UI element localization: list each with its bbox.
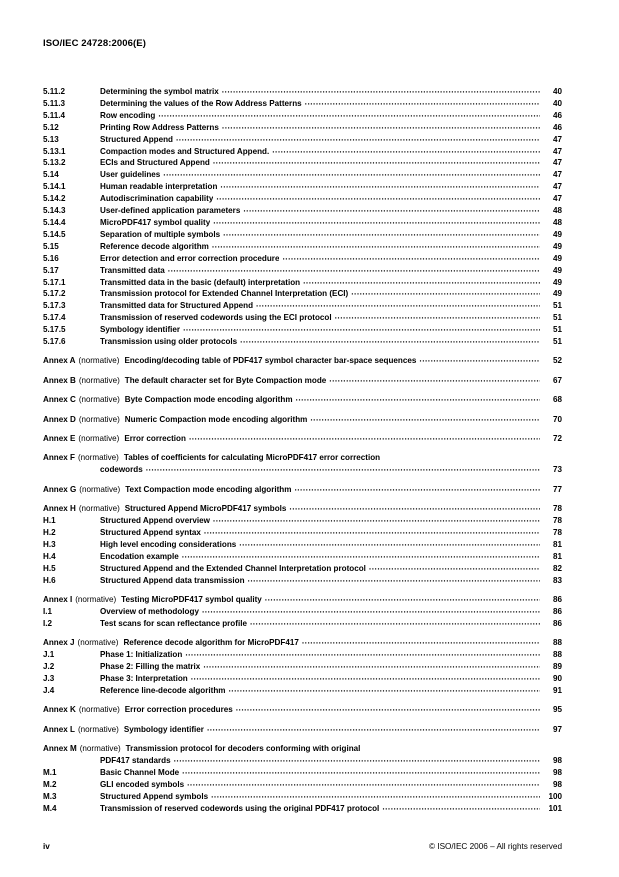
toc-leader-dots <box>250 616 540 628</box>
toc-entry-number: J.1 <box>43 650 55 660</box>
toc-entry-page: 77 <box>552 484 562 494</box>
toc-entry-number: H.5 <box>43 563 56 573</box>
toc-entry-number: H.4 <box>43 551 56 561</box>
toc-leader-dots <box>236 703 540 715</box>
toc-leader-dots <box>296 393 540 405</box>
toc-entry-number: 5.17 <box>43 265 59 275</box>
toc-entry-number: M.1 <box>43 767 57 777</box>
toc-entry-number: 5.14.2 <box>43 194 66 204</box>
toc-entry-title: GLI encoded symbols <box>100 779 185 789</box>
toc-entry-title: Basic Channel Mode <box>100 767 180 777</box>
toc-leader-dots <box>216 192 540 204</box>
toc-entry-title: Autodiscrimination capability <box>100 194 214 204</box>
toc-annex-type: (normative) <box>77 638 119 648</box>
toc-leader-dots <box>303 275 540 287</box>
toc-entry[interactable] <box>43 575 562 587</box>
toc-annex-title: Tables of coefficients for calculating MicroPDF417 error correction <box>123 453 381 463</box>
toc-entry-title: Transmission protocol for Extended Channel Interpretation (ECI) <box>100 289 349 299</box>
toc-annex-label: Annex L <box>43 724 75 734</box>
toc-entry-title: Structured Append syntax <box>100 528 201 537</box>
toc-annex-label: Annex I <box>43 595 73 605</box>
toc-annex-label: Annex J <box>43 638 75 648</box>
toc-entry-page: 88 <box>552 650 562 660</box>
toc-annex-label: Annex F <box>43 453 75 463</box>
toc-leader-dots <box>185 648 540 660</box>
toc-leader-dots <box>256 299 540 311</box>
toc-leader-dots <box>351 287 540 299</box>
toc-entry-title: Symbology identifier <box>100 325 181 335</box>
toc-entry-number: 5.14.5 <box>43 229 66 239</box>
toc-entry-page: 81 <box>552 539 562 549</box>
toc-leader-dots <box>248 573 540 585</box>
toc-entry-page: 78 <box>552 504 562 514</box>
toc-leader-dots <box>419 354 540 366</box>
toc-leader-dots <box>212 239 540 251</box>
toc-entry-number: I.2 <box>43 618 52 628</box>
toc-entry-title: Reference line-decode algorithm <box>100 685 226 695</box>
toc-entry-page: 86 <box>552 606 562 616</box>
toc-entry-page: 97 <box>552 724 562 734</box>
toc-entry-title: Phase 3: Interpretation <box>100 673 188 683</box>
toc-leader-dots <box>329 373 540 385</box>
toc-annex-entry[interactable] <box>43 375 562 387</box>
toc-entry-title: Phase 2: Filling the matrix <box>100 662 201 672</box>
toc-entry-title: MicroPDF417 symbol quality <box>100 217 211 227</box>
toc-annex-title: Structured Append MicroPDF417 symbols <box>124 504 287 514</box>
toc-entry-title: Human readable interpretation <box>100 182 218 192</box>
toc-entry-number: 5.11.3 <box>43 98 66 108</box>
toc-entry-number: 5.17.1 <box>43 277 66 287</box>
toc-entry-number: 5.14 <box>43 170 59 180</box>
toc-entry-number: 5.14.3 <box>43 206 66 216</box>
toc-entry-page: 49 <box>552 253 562 263</box>
toc-annex-title: The default character set for Byte Compaction mode <box>124 375 327 385</box>
toc-entry-page: 81 <box>552 551 562 561</box>
toc-entry-page: 68 <box>552 395 562 405</box>
toc-entry-page: 48 <box>552 217 562 227</box>
toc-entry-page: 49 <box>552 277 562 287</box>
toc-entry-page: 49 <box>552 265 562 275</box>
toc-leader-dots <box>369 561 540 573</box>
toc-entry-number: J.3 <box>43 673 55 683</box>
toc-entry-page: 51 <box>552 337 562 347</box>
toc-annex-type: (normative) <box>78 504 120 514</box>
toc-entry-title: codewords <box>100 465 143 475</box>
toc-entry-page: 89 <box>552 662 562 672</box>
toc-entry-number: H.1 <box>43 516 56 526</box>
toc-entry-title: Reference decode algorithm <box>100 241 209 251</box>
toc-entry-page: 86 <box>552 595 562 605</box>
toc-entry-number: 5.14.4 <box>43 217 66 227</box>
toc-leader-dots <box>189 432 540 444</box>
toc-leader-dots <box>289 502 540 514</box>
toc-entry-page: 98 <box>552 756 562 765</box>
toc-leader-dots <box>239 537 540 549</box>
toc-entry-title: Overview of methodology <box>100 606 199 616</box>
toc-entry-number: 5.13.1 <box>43 146 66 156</box>
toc-entry-page: 52 <box>552 356 562 366</box>
toc-annex-title: Symbology identifier <box>123 724 204 734</box>
toc-entry-page: 47 <box>552 134 562 144</box>
toc-leader-dots <box>222 85 540 97</box>
toc-annex-type: (normative) <box>79 484 121 494</box>
toc-leader-dots <box>220 180 540 192</box>
toc-entry[interactable] <box>43 618 562 630</box>
toc-entry-page: 46 <box>552 110 562 120</box>
toc-entry-title: Structured Append symbols <box>100 791 209 801</box>
toc-entry-page: 98 <box>552 767 562 777</box>
toc-leader-dots <box>272 144 540 156</box>
toc-entry-title: User-defined application parameters <box>100 206 241 216</box>
toc-entry-page: 86 <box>552 618 562 628</box>
toc-annex-type: (normative) <box>77 724 119 734</box>
toc-leader-dots <box>202 604 540 616</box>
document-header: ISO/IEC 24728:2006(E) <box>43 38 146 49</box>
toc-annex-label: Annex D <box>43 414 76 424</box>
toc-annex-type: (normative) <box>78 414 120 424</box>
toc-entry-title: Compaction modes and Structured Append. <box>100 146 270 156</box>
toc-entry-number: M.2 <box>43 779 57 789</box>
toc-entry-number: 5.16 <box>43 253 59 263</box>
toc-entry-number: M.4 <box>43 803 57 813</box>
toc-entry-title: PDF417 standards <box>100 756 171 765</box>
toc-entry-page: 78 <box>552 516 562 526</box>
toc-entry-page: 67 <box>552 375 562 385</box>
toc-leader-dots <box>243 204 540 216</box>
toc-annex-label: Annex K <box>43 705 76 715</box>
toc-entry-page: 46 <box>552 122 562 132</box>
toc-annex-label: Annex C <box>43 395 76 405</box>
toc-entry-title: Structured Append <box>100 134 173 144</box>
toc-entry-number: M.3 <box>43 791 57 801</box>
toc-leader-dots <box>168 263 540 275</box>
toc-entry-number: H.3 <box>43 539 56 549</box>
toc-leader-dots <box>282 251 540 263</box>
toc-leader-dots <box>310 412 540 424</box>
toc-entry-title: Transmission using older protocols <box>100 337 238 347</box>
toc-entry-number: 5.11.4 <box>43 110 66 120</box>
toc-entry-title: Determining the values of the Row Address Patterns <box>100 98 302 108</box>
toc-entry-page: 51 <box>552 313 562 323</box>
toc-leader-dots <box>222 120 540 132</box>
toc-annex-type: (normative) <box>77 453 119 463</box>
toc-annex-title: Encoding/decoding table of PDF417 symbol character bar-space sequences <box>124 356 417 366</box>
toc-leader-dots <box>187 777 540 789</box>
toc-entry-continuation[interactable] <box>43 464 562 476</box>
toc-entry-title: ECIs and Structured Append <box>100 158 210 168</box>
toc-entry-page: 88 <box>552 638 562 648</box>
toc-entry-number: 5.13.2 <box>43 158 66 168</box>
toc-entry-page: 49 <box>552 229 562 239</box>
toc-entry-title: Determining the symbol matrix <box>100 87 219 96</box>
toc-annex-title: Error correction procedures <box>124 705 233 715</box>
toc-entry-title: Phase 1: Initialization <box>100 650 183 660</box>
toc-entry-page: 49 <box>552 289 562 299</box>
toc-entry-title: Printing Row Address Patterns <box>100 122 219 132</box>
toc-leader-dots <box>163 168 540 180</box>
toc-entry-page: 98 <box>552 779 562 789</box>
toc-entry-page: 51 <box>552 325 562 335</box>
toc-entry-title: Row encoding <box>100 110 156 120</box>
toc-leader-dots <box>174 754 540 766</box>
toc-entry-number: J.4 <box>43 685 55 695</box>
toc-entry-number: 5.13 <box>43 134 59 144</box>
toc-annex-type: (normative) <box>75 595 117 605</box>
toc-entry-title: Transmission of reserved codewords using the ECI protocol <box>100 313 332 323</box>
toc-entry-page: 100 <box>548 791 562 801</box>
toc-entry-number: 5.15 <box>43 241 59 251</box>
toc-leader-dots <box>146 463 540 475</box>
toc-entry-number: I.1 <box>43 606 52 616</box>
toc-annex-label: Annex G <box>43 484 77 494</box>
toc-entry-page: 49 <box>552 241 562 251</box>
toc-leader-dots <box>203 660 540 672</box>
toc-leader-dots <box>382 801 540 813</box>
toc-entry-title: Transmitted data for Structured Append <box>100 301 254 311</box>
toc-leader-dots <box>305 96 540 108</box>
toc-entry-title: Structured Append overview <box>100 516 210 526</box>
toc-leader-dots <box>204 526 540 538</box>
toc-leader-dots <box>294 482 540 494</box>
toc-entry-title: Transmitted data <box>100 265 165 275</box>
toc-annex-entry[interactable] <box>43 484 562 496</box>
toc-entry-page: 47 <box>552 158 562 168</box>
toc-annex-title: Reference decode algorithm for MicroPDF417 <box>123 638 299 648</box>
toc-annex-entry[interactable] <box>43 433 562 445</box>
toc-entry-title: Structured Append data transmission <box>100 575 245 585</box>
toc-annex-type: (normative) <box>78 356 120 366</box>
toc-annex-type: (normative) <box>78 375 120 385</box>
toc-leader-dots <box>158 108 540 120</box>
toc-entry-page: 90 <box>552 673 562 683</box>
toc-entry-page: 82 <box>552 563 562 573</box>
toc-entry-number: 5.17.3 <box>43 301 66 311</box>
toc-entry-number: 5.17.5 <box>43 325 66 335</box>
toc-entry-number: H.2 <box>43 528 56 537</box>
toc-entry-number: J.2 <box>43 662 55 672</box>
toc-entry-page: 48 <box>552 206 562 216</box>
toc-annex-type: (normative) <box>78 705 120 715</box>
toc-annex-type: (normative) <box>79 744 121 754</box>
toc-entry-page: 40 <box>552 98 562 108</box>
toc-entry-number: H.6 <box>43 575 56 585</box>
toc-entry-title: Test scans for scan reflectance profile <box>100 618 247 628</box>
toc-leader-dots <box>265 593 540 605</box>
toc-entry-title: Transmission of reserved codewords using the original PDF417 protocol <box>100 803 380 813</box>
toc-leader-dots <box>182 549 540 561</box>
toc-entry-page: 70 <box>552 414 562 424</box>
toc-entry-title: Error detection and error correction procedure <box>100 253 280 263</box>
toc-annex-label: Annex M <box>43 744 77 754</box>
toc-annex-type: (normative) <box>78 395 120 405</box>
toc-leader-dots <box>302 636 540 648</box>
toc-entry-page: 83 <box>552 575 562 585</box>
toc-leader-dots <box>211 789 540 801</box>
toc-leader-dots <box>213 514 540 526</box>
toc-entry-number: 5.14.1 <box>43 182 66 192</box>
toc-entry[interactable] <box>43 685 562 697</box>
toc-leader-dots <box>207 722 540 734</box>
toc-annex-entry[interactable] <box>43 414 562 426</box>
toc-annex-title: Text Compaction mode encoding algorithm <box>125 484 292 494</box>
toc-annex-title: Testing MicroPDF417 symbol quality <box>121 595 262 605</box>
toc-entry-page: 91 <box>552 685 562 695</box>
toc-annex-title: Byte Compaction mode encoding algorithm <box>124 395 293 405</box>
toc-leader-dots <box>240 335 540 347</box>
toc-leader-dots <box>229 683 541 695</box>
toc-entry-page: 47 <box>552 182 562 192</box>
toc-entry-number: 5.17.2 <box>43 289 66 299</box>
toc-entry-number: 5.12 <box>43 122 59 132</box>
toc-leader-dots <box>183 323 540 335</box>
toc-annex-entry[interactable] <box>43 355 562 367</box>
toc-annex-title: Transmission protocol for decoders conforming with original <box>125 744 361 754</box>
toc-leader-dots <box>213 215 540 227</box>
toc-entry-number: 5.17.6 <box>43 337 66 347</box>
toc-annex-label: Annex B <box>43 375 76 385</box>
toc-annex-type: (normative) <box>78 434 120 444</box>
toc-entry-page: 101 <box>548 803 562 813</box>
toc-annex-title: Error correction <box>124 434 186 444</box>
toc-leader-dots <box>335 311 540 323</box>
toc-leader-dots <box>223 227 540 239</box>
toc-entry-title: High level encoding considerations <box>100 539 237 549</box>
toc-annex-entry[interactable] <box>43 394 562 406</box>
toc-annex-label: Annex H <box>43 504 76 514</box>
toc-entry-page: 40 <box>552 87 562 96</box>
toc-annex-entry[interactable] <box>43 724 562 736</box>
toc-annex-entry[interactable] <box>43 704 562 716</box>
toc-annex-label: Annex E <box>43 434 76 444</box>
toc-entry-page: 51 <box>552 301 562 311</box>
toc-leader-dots <box>213 156 540 168</box>
toc-entry-page: 78 <box>552 528 562 537</box>
toc-entry-number: 5.17.4 <box>43 313 66 323</box>
footer-page-number: iv <box>43 842 50 851</box>
toc-annex-label: Annex A <box>43 356 76 366</box>
toc-entry-page: 47 <box>552 170 562 180</box>
toc-entry-page: 72 <box>552 434 562 444</box>
toc-entry-title: Separation of multiple symbols <box>100 229 221 239</box>
toc-leader-dots <box>182 765 540 777</box>
toc-entry-page: 73 <box>552 465 562 475</box>
toc-entry[interactable] <box>43 336 562 348</box>
toc-entry-title: User guidelines <box>100 170 161 180</box>
toc-entry-title: Structured Append and the Extended Channel Interpretation protocol <box>100 563 366 573</box>
toc-entry-title: Transmitted data in the basic (default) interpretation <box>100 277 301 287</box>
toc-entry-page: 47 <box>552 194 562 204</box>
toc-entry[interactable] <box>43 803 562 815</box>
toc-leader-dots <box>191 671 540 683</box>
toc-entry-number: 5.11.2 <box>43 87 66 96</box>
toc-annex-title: Numeric Compaction mode encoding algorithm <box>124 414 308 424</box>
toc-entry-page: 47 <box>552 146 562 156</box>
footer-copyright: © ISO/IEC 2006 – All rights reserved <box>429 842 562 851</box>
toc-leader-dots <box>176 132 540 144</box>
toc-entry-page: 95 <box>552 705 562 715</box>
table-of-contents <box>43 86 562 815</box>
toc-entry-title: Encodation example <box>100 551 179 561</box>
